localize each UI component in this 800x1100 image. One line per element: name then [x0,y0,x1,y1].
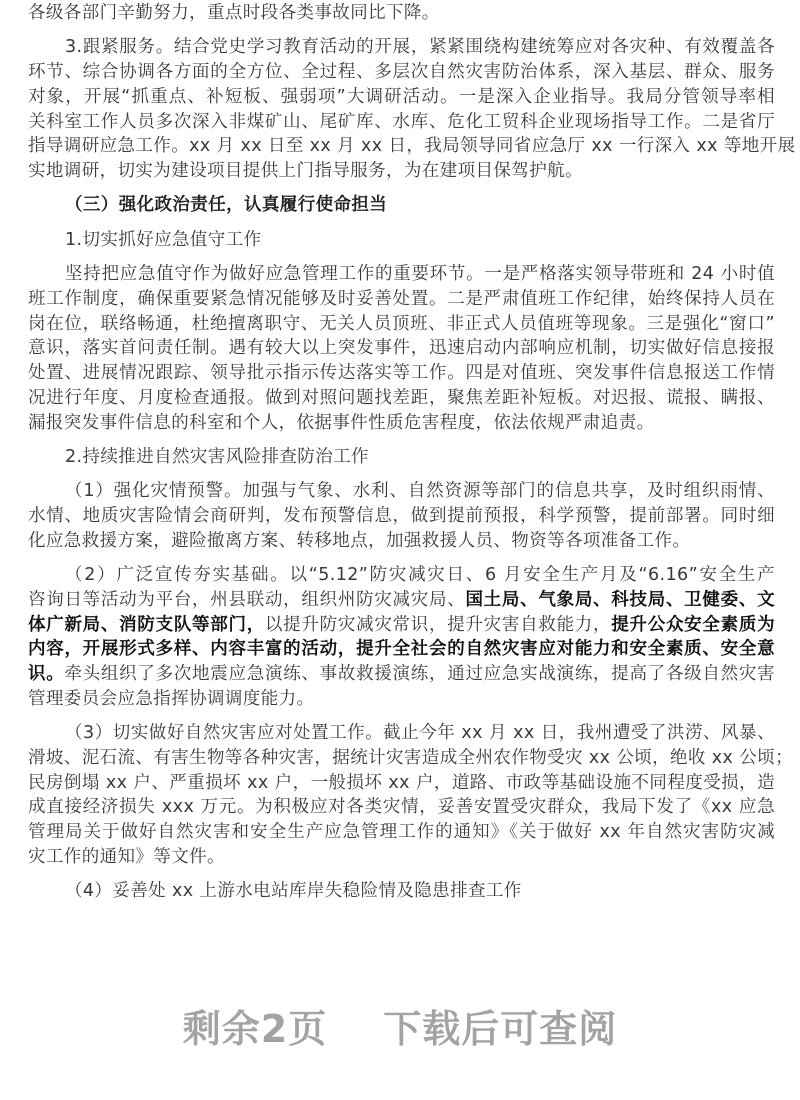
text-line [28,134,796,159]
paragraph [28,879,775,904]
text-segment: （3）切实做好自然灾害应对处置工作。截止今年 xx 月 xx 日，我州遭受了洪涝、风暴、 [65,723,775,744]
text-line [28,287,775,312]
text-segment: 2.持续推进自然灾害风险排查防治工作 [65,446,369,467]
text-segment: 况进行年度、月度检查通报。做到对照问题找差距，聚焦差距补短板。对迟报、谎报、瞒报、 [28,387,775,408]
text-line [28,662,775,687]
emphasized-text: 体广新局、消防支队等部门， [28,614,265,635]
emphasized-text: 国土局、气象局、科技局、卫健委、文 [465,590,775,611]
text-segment: 班工作制度，确保重要紧急情况能够及时妥善处置。二是严肃值班工作纪律，始终保持人员在 [28,289,775,310]
emphasized-text: 内容，开展形式多样、内容丰富的活动，提升全社会的自然灾害应对能力和安全素质、安全意 [28,639,775,660]
text-segment: 民房倒塌 xx 户、严重损坏 xx 户，一般损坏 xx 户，道路、市政等基础设施不同程度受损，造 [28,772,775,793]
text-line [28,795,775,820]
text-line [28,820,775,845]
document-body [28,1,796,904]
text-line [28,746,793,771]
paragraph [28,262,775,435]
text-segment: 指导调研应急工作。xx 月 xx 日至 xx 月 xx 日，我局领导同省应急厅 xx 一行深入 xx 等地开展 [28,136,796,157]
paragraph [28,445,775,470]
text-line [28,262,775,287]
text-line [28,771,775,796]
paragraph [28,35,796,183]
text-segment: 3.跟紧服务。结合党史学习教育活动的开展，紧紧围绕构建统筹应对各灾种、有效覆盖各 [65,37,775,58]
text-line [28,445,775,470]
text-segment: 对象，开展“抓重点、补短板、强弱项”大调研活动。一是深入企业指导。我局分管领导率相 [28,86,775,107]
text-segment: 化应急救援方案，避险撤离方案、转移地点，加强救援人员、物资等各项准备工作。 [28,530,691,551]
text-segment: 关科室工作人员多次深入非煤矿山、尾矿库、水库、危化工贸科企业现场指导工作。二是省厅 [28,111,775,132]
text-segment: 成直接经济损失 xxx 万元。为积极应对各类灾情，妥善安置受灾群众，我局下发了《xx 应急 [28,797,775,818]
text-segment: 坚持把应急值守作为做好应急管理工作的重要环节。一是严格落实领导带班和 24 小时值 [65,264,775,285]
text-line [28,687,775,712]
text-segment: 滑坡、泥石流、有害生物等各种灾害，据统计灾害造成全州农作物受灾 xx 公顷，绝收 xx 公顷； [28,747,793,768]
text-segment: 环节、综合协调各方面的全方位、全过程、多层次自然灾害防治体系，深入基层、群众、服务 [28,62,775,83]
section-heading [28,193,775,218]
text-line [28,110,775,135]
paragraph [28,563,775,711]
text-segment: 以提升防灾减灾常识，提升灾害自救能力， [264,614,612,635]
text-line [28,563,775,588]
text-line [28,228,775,253]
text-segment: 意识，落实首问责任制。遇有较大以上突发事件，迅速启动内部响应机制，切实做好信息接报 [28,338,775,359]
text-line [28,411,775,436]
text-line [28,721,775,746]
text-line [28,504,775,529]
text-line [28,588,775,613]
text-segment: （三）强化政治责任，认真履行使命担当 [65,195,388,216]
text-segment: 咨询日等活动为平台，州县联动，组织州防灾减灾局、 [28,590,466,611]
text-segment: 1.切实抓好应急值守工作 [65,229,262,250]
text-line [28,386,775,411]
text-line [28,35,775,60]
text-segment: 水情、地质灾害险情会商研判，发布预警信息，做到提前预报，科学预警，提前部署。同时细 [28,506,775,527]
download-prompt[interactable] [0,998,800,1053]
text-line [28,312,775,337]
text-line [28,613,775,638]
paragraph [28,228,775,253]
text-line [28,1,775,26]
text-line [28,529,775,554]
text-line [28,879,775,904]
text-line [28,85,775,110]
text-line [28,336,775,361]
paragraph [28,1,775,26]
download-to-view-label: 下载后可查阅 [383,1007,618,1051]
text-line [28,361,775,386]
text-line [28,159,775,184]
text-line [28,637,775,662]
paragraph [28,721,793,869]
remaining-pages-label: 剩余2页 [182,1007,328,1051]
text-line [28,60,775,85]
text-segment: （4）妥善处 xx 上游水电站库岸失稳险情及隐患排查工作 [65,881,522,902]
emphasized-text: 识。 [28,664,65,685]
text-line [28,479,775,504]
text-segment: 灾工作的通知》等文件。 [28,846,225,867]
text-segment: （1）强化灾情预警。加强与气象、水利、自然资源等部门的信息共享，及时组织雨情、 [65,481,775,502]
text-segment: 实地调研，切实为建设项目提供上门指导服务，为在建项目保驾护航。 [28,160,583,181]
text-segment: 管理局关于做好自然灾害和安全生产应急管理工作的通知》《关于做好 xx 年自然灾害防灾减 [28,822,775,842]
text-segment: 各级各部门辛勤努力，重点时段各类事故同比下降。 [28,3,440,23]
paragraph [28,479,775,553]
text-segment: 处置、进展情况跟踪、领导批示指示传达落实等工作。四是对值班、突发事件信息报送工作情 [28,363,775,384]
text-segment: 漏报突发事件信息的科室和个人，依据事件性质危害程度，依法依规严肃追责。 [28,412,655,433]
text-line [28,845,775,870]
text-segment: 牵头组织了多次地震应急演练、事故救援演练，通过应急实战演练，提高了各级自然灾害 [64,664,775,685]
text-line [28,193,775,218]
text-segment: 管理委员会应急指挥协调调度能力。 [28,688,315,709]
emphasized-text: 提升公众安全素质为 [611,614,775,635]
text-segment: （2）广泛宣传夯实基础。以“5.12”防灾减灾日、6 月安全生产月及“6.16”安全生产 [65,565,775,586]
text-segment: 岗在位，联络畅通，杜绝擅离职守、无关人员顶班、非正式人员值班等现象。三是强化“窗口” [28,313,775,334]
